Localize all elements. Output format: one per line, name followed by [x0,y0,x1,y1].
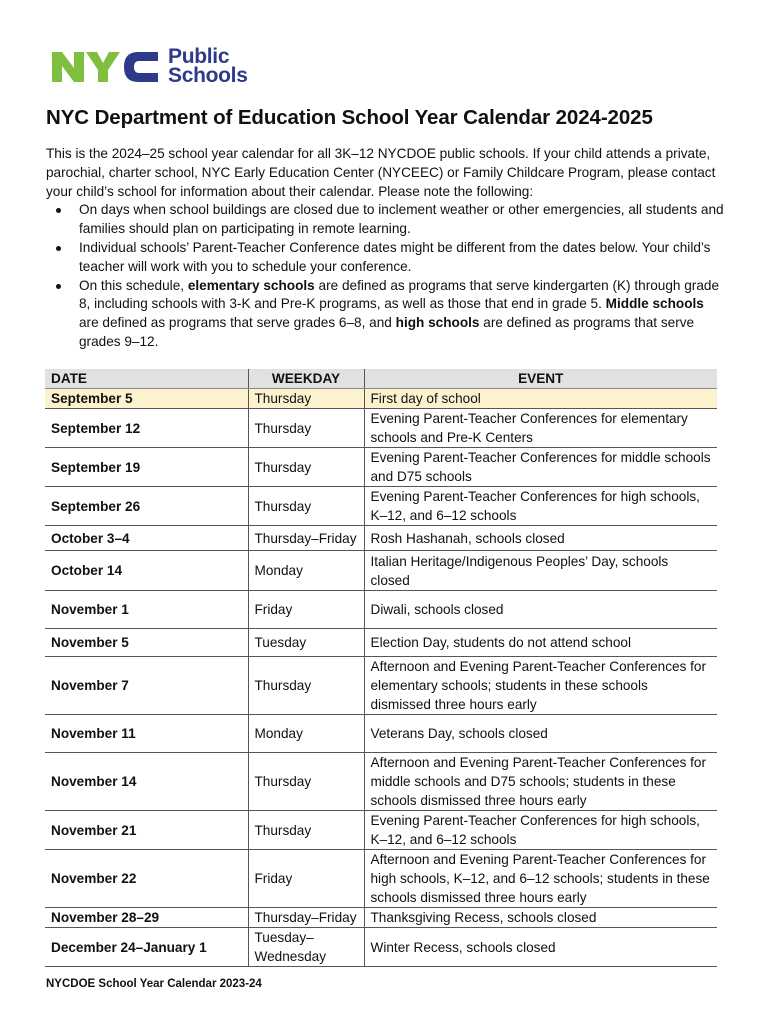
page-title: NYC Department of Education School Year Calendar 2024-2025 [46,106,653,129]
cell-event: Veterans Day, schools closed [364,715,717,753]
cell-event: Afternoon and Evening Parent-Teacher Conferences for high schools, K–12, and 6–12 schools; students in these schools dismissed three hours early [364,850,717,908]
cell-weekday: Friday [248,591,364,629]
cell-date: December 24–January 1 [45,928,248,967]
table-header-row [45,369,717,389]
cell-event: Rosh Hashanah, schools closed [364,526,717,551]
cell-weekday: Thursday [248,811,364,850]
logo-line-public: Public [168,45,230,68]
cell-date: October 14 [45,551,248,591]
notes-list [46,201,726,351]
cell-event: Evening Parent-Teacher Conferences for high schools, K–12, and 6–12 schools [364,811,717,850]
note-conference-dates: Individual schools’ Parent-Teacher Conference dates might be different from the dates below. Your child’s teacher will work with you to schedule your conference. [79,239,726,277]
table-row [45,629,717,657]
term-middle: Middle schools [605,296,704,312]
cell-weekday: Friday [248,850,364,908]
cell-event: Winter Recess, schools closed [364,928,717,967]
table-row [45,850,717,908]
term-elementary: elementary schools [187,277,315,293]
cell-date: November 7 [45,657,248,715]
table-row [45,657,717,715]
cell-event: First day of school [364,389,717,409]
nyc-logo-mark [50,46,160,86]
cell-date: September 5 [45,389,248,409]
cell-weekday: Thursday [248,657,364,715]
table-row [45,928,717,967]
cell-weekday: Monday [248,551,364,591]
table-row [45,487,717,526]
cell-date: September 26 [45,487,248,526]
intro-section [46,145,726,352]
cell-weekday: Tuesday–Wednesday [248,928,364,967]
note-school-definitions [79,277,726,352]
logo-wordmark [168,47,248,85]
table-row [45,715,717,753]
cell-event: Election Day, students do not attend school [364,629,717,657]
cell-date: November 22 [45,850,248,908]
table-row [45,551,717,591]
table-row [45,448,717,487]
cell-weekday: Thursday–Friday [248,526,364,551]
cell-event: Afternoon and Evening Parent-Teacher Conferences for elementary schools; students in these schools dismissed three hours early [364,657,717,715]
header-date: DATE [45,369,248,389]
cell-weekday: Thursday [248,409,364,448]
table-row [45,908,717,928]
cell-weekday: Thursday–Friday [248,908,364,928]
page-footer: NYCDOE School Year Calendar 2023-24 [46,978,262,990]
header-event: EVENT [364,369,717,389]
note-text: On this schedule, [79,277,188,293]
table-row [45,409,717,448]
cell-date: September 19 [45,448,248,487]
cell-weekday: Thursday [248,389,364,409]
term-high: high schools [395,315,480,331]
cell-weekday: Monday [248,715,364,753]
cell-event: Italian Heritage/Indigenous Peoples’ Day, schools closed [364,551,717,591]
nyc-public-schools-logo [50,46,248,86]
cell-date: November 11 [45,715,248,753]
table-row [45,811,717,850]
intro-paragraph: This is the 2024–25 school year calendar for all 3K–12 NYCDOE public schools. If your child attends a private, parochial, charter school, NYC Early Education Center (NYCEEC) or Family Childcare Program, please contact your child’s school for information about their calendar. Please note the following: [46,146,716,199]
header-weekday: WEEKDAY [248,369,364,389]
cell-event: Evening Parent-Teacher Conferences for elementary schools and Pre-K Centers [364,409,717,448]
cell-event: Afternoon and Evening Parent-Teacher Conferences for middle schools and D75 schools; students in these schools dismissed three hours early [364,753,717,811]
cell-weekday: Thursday [248,487,364,526]
table-row [45,526,717,551]
cell-weekday: Tuesday [248,629,364,657]
note-text: are defined as programs that serve kindergarten (K) through grade 8, including schools with 3-K and Pre-K programs, as well as those that end in grade 5. [79,277,720,312]
cell-event: Evening Parent-Teacher Conferences for high schools, K–12, and 6–12 schools [364,487,717,526]
cell-date: October 3–4 [45,526,248,551]
cell-date: September 12 [45,409,248,448]
cell-event: Thanksgiving Recess, schools closed [364,908,717,928]
cell-event: Diwali, schools closed [364,591,717,629]
cell-date: November 5 [45,629,248,657]
logo-line-schools: Schools [168,64,248,87]
cell-date: November 28–29 [45,908,248,928]
cell-date: November 14 [45,753,248,811]
cell-weekday: Thursday [248,753,364,811]
note-text: are defined as programs that serve grades 6–8, and [79,315,396,331]
cell-weekday: Thursday [248,448,364,487]
table-row [45,389,717,409]
cell-event: Evening Parent-Teacher Conferences for middle schools and D75 schools [364,448,717,487]
table-row [45,753,717,811]
note-remote-learning: On days when school buildings are closed due to inclement weather or other emergencies, all students and families should plan on participating in remote learning. [79,201,726,239]
note-text: are defined as programs that serve grades 9–12. [79,315,695,349]
calendar-table [45,369,717,967]
table-row [45,591,717,629]
cell-date: November 1 [45,591,248,629]
cell-date: November 21 [45,811,248,850]
